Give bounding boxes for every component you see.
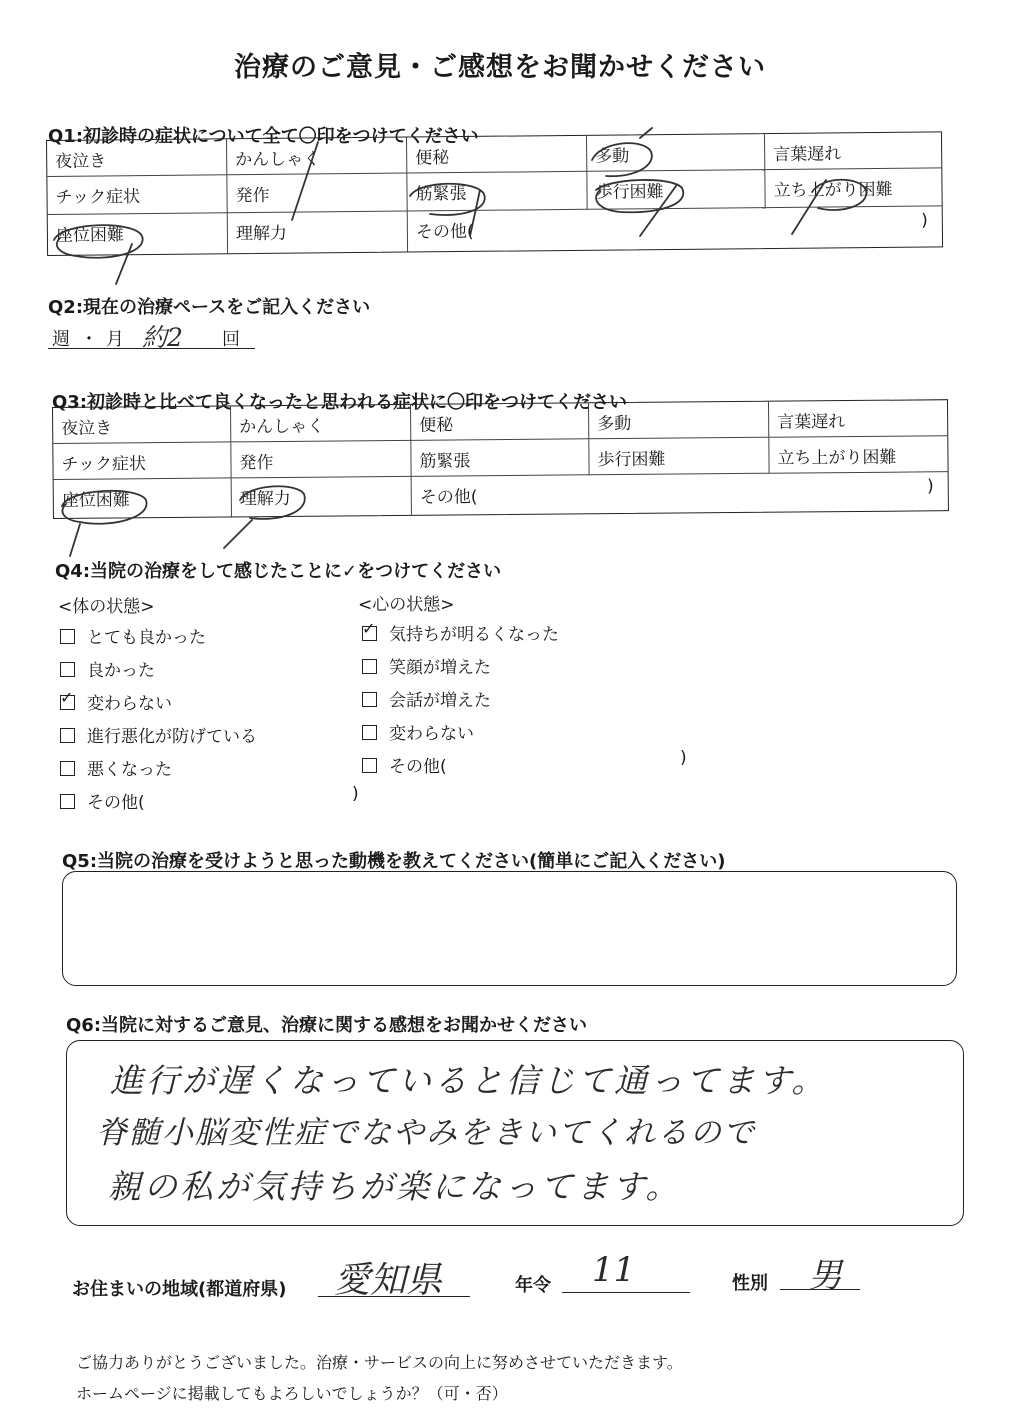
q1-cell-label: 歩行困難	[595, 182, 664, 203]
q3-cell[interactable]	[53, 442, 231, 480]
q1-cell-label: 筋緊張	[415, 183, 467, 205]
q3-cell-label: 多動	[597, 413, 632, 435]
q4-option[interactable]	[362, 686, 491, 711]
q5-label: Q5:当院の治療を受けようと思った動機を教えてください(簡単にご記入ください)	[62, 851, 726, 872]
q1-cell-label: 理解力	[235, 223, 288, 245]
q4-option-label: その他(	[389, 757, 447, 777]
q2-week: 週	[52, 329, 70, 350]
q4-option-label: 笑顔が増えた	[389, 658, 491, 678]
q4-option-label: 会話が増えた	[389, 691, 491, 711]
q4-option[interactable]	[362, 752, 447, 777]
q4-mind-close-paren: )	[680, 748, 687, 768]
q1-cell[interactable]	[228, 212, 408, 254]
q1-cell-label: 発作	[235, 185, 270, 207]
q3-cell[interactable]	[589, 438, 769, 476]
q3-cell-label: 筋緊張	[419, 451, 471, 472]
q2-dot: ・	[80, 329, 98, 350]
q4-option[interactable]	[362, 719, 474, 744]
q1-cell-label: かんしゃく	[235, 149, 321, 171]
checkbox-icon[interactable]	[60, 662, 75, 677]
q4-option[interactable]	[60, 689, 172, 714]
age-label: 年令	[515, 1275, 551, 1296]
checkbox-icon[interactable]	[60, 695, 75, 710]
age-underline	[562, 1292, 690, 1293]
q1-cell[interactable]	[47, 175, 227, 215]
q1-cell[interactable]	[48, 213, 228, 255]
q3-cell[interactable]	[231, 405, 411, 443]
q3-cell-label: 言葉遅れ	[777, 412, 846, 433]
gender-label: 性別	[732, 1273, 768, 1294]
q3-cell-label: 座位困難	[61, 490, 130, 511]
q1-cell[interactable]	[227, 138, 407, 176]
q1-cell-label: 座位困難	[55, 225, 125, 246]
q3-cell-label: その他(	[419, 487, 478, 508]
q4-label: Q4:当院の治療をして感じたことに✓をつけてください	[55, 561, 502, 582]
checkbox-icon[interactable]	[362, 725, 377, 740]
q3-cell-label: チック症状	[61, 454, 147, 475]
q1-cell[interactable]	[408, 206, 942, 251]
checkbox-icon[interactable]	[362, 626, 377, 641]
q1-cell-label: 夜泣き	[55, 151, 107, 172]
q3-cell-label: 夜泣き	[61, 418, 113, 439]
footer-thanks: ご協力ありがとうございました。治療・サービスの向上に努めさせていただきます。	[76, 1353, 683, 1372]
q2-times: 回	[222, 329, 240, 350]
q4-mind-heading: <心の状態>	[358, 595, 455, 615]
q1-cell[interactable]	[587, 170, 765, 210]
q4-option-label: その他(	[87, 793, 145, 813]
q3-cell[interactable]	[232, 477, 412, 517]
q3-cell-label: 立ち上がり困難	[777, 447, 897, 469]
q1-cell[interactable]	[765, 132, 941, 170]
q3-improved-table	[52, 399, 949, 519]
q1-cell[interactable]	[407, 172, 587, 212]
q4-option[interactable]	[60, 656, 155, 681]
q3-cell[interactable]	[412, 472, 948, 515]
q1-cell-label: 多動	[595, 146, 630, 167]
form-title: 治療のご意見・ご感想をお聞かせください	[234, 52, 766, 83]
checkbox-icon[interactable]	[60, 629, 75, 644]
q4-option[interactable]	[60, 755, 172, 780]
q1-cell[interactable]	[587, 134, 765, 172]
q1-cell[interactable]	[407, 136, 587, 174]
q3-cell-label: 発作	[239, 453, 274, 474]
q1-cell[interactable]	[227, 174, 407, 214]
q6-line-1: 進行が遅くなっていると信じて通ってます。	[110, 1061, 828, 1100]
q4-option[interactable]	[60, 722, 257, 747]
q3-cell-label: 便秘	[419, 415, 454, 436]
q1-cell-label: チック症状	[55, 187, 141, 208]
q4-option-label: 悪くなった	[87, 760, 172, 780]
q2-label: Q2:現在の治療ペースをご記入ください	[48, 297, 371, 318]
q1-cell-label: その他(	[415, 221, 474, 243]
q3-cell[interactable]	[411, 439, 589, 477]
q4-option[interactable]	[362, 620, 559, 645]
checkbox-icon[interactable]	[60, 794, 75, 809]
q1-cell-label: 立ち上がり困難	[773, 179, 893, 202]
q4-option-label: 進行悪化が防げている	[87, 727, 257, 747]
q4-option-label: 良かった	[87, 661, 155, 681]
checkbox-icon[interactable]	[362, 659, 377, 674]
q4-option[interactable]	[362, 653, 491, 678]
q1-cell[interactable]	[765, 168, 941, 208]
q4-option-label: 変わらない	[389, 724, 474, 744]
q4-body-close-paren: )	[352, 784, 359, 804]
q3-cell[interactable]	[769, 436, 947, 474]
region-value: 愛知県	[334, 1260, 443, 1301]
checkbox-icon[interactable]	[362, 692, 377, 707]
q1-cell[interactable]	[47, 139, 227, 177]
q3-cell-label: 理解力	[239, 488, 291, 510]
q1-other-close-paren: )	[921, 210, 928, 231]
q4-body-heading: <体の状態>	[58, 597, 155, 617]
q4-option-label: とても良かった	[87, 628, 206, 648]
q3-label: Q3:初診時と比べて良くなったと思われる症状に〇印をつけてください	[52, 392, 628, 413]
gender-value: 男	[808, 1256, 842, 1296]
q3-cell[interactable]	[411, 403, 589, 441]
q1-cell-label: 言葉遅れ	[773, 144, 842, 166]
q4-option[interactable]	[60, 788, 145, 813]
q6-label: Q6:当院に対するご意見、治療に関する感想をお聞かせください	[66, 1015, 588, 1036]
q3-cell-label: 歩行困難	[597, 449, 666, 471]
q3-cell[interactable]	[769, 400, 947, 438]
q3-cell[interactable]	[589, 402, 769, 440]
checkbox-icon[interactable]	[362, 758, 377, 773]
checkbox-icon[interactable]	[60, 761, 75, 776]
q3-cell-label: かんしゃく	[239, 416, 325, 438]
q4-option-label: 変わらない	[87, 694, 172, 714]
q1-symptom-table	[46, 131, 943, 256]
q2-month: 月	[106, 329, 124, 350]
q3-cell[interactable]	[53, 406, 231, 444]
q4-option-label: 気持ちが明るくなった	[389, 625, 559, 645]
q5-answer-box[interactable]	[62, 871, 957, 986]
q3-cell[interactable]	[54, 478, 232, 518]
q6-line-3: 親の私が気持ちが楽になってます。	[108, 1167, 682, 1206]
checkbox-icon[interactable]	[60, 728, 75, 743]
q2-handwritten-count: 約2	[142, 323, 183, 352]
q3-other-close-paren: )	[926, 476, 934, 497]
q4-option[interactable]	[60, 623, 206, 648]
q6-line-2: 脊髄小脳変性症でなやみをきいてくれるので	[96, 1115, 756, 1151]
footer-permission: ホームページに掲載してもよろしいでしょうか？（可・否）	[76, 1384, 508, 1403]
q1-label: Q1:初診時の症状について全て〇印をつけてください	[48, 126, 479, 147]
region-label: お住まいの地域(都道府県)	[72, 1279, 287, 1300]
age-value: 11	[592, 1250, 636, 1290]
q3-cell[interactable]	[231, 441, 411, 479]
q1-cell-label: 便秘	[415, 148, 450, 169]
